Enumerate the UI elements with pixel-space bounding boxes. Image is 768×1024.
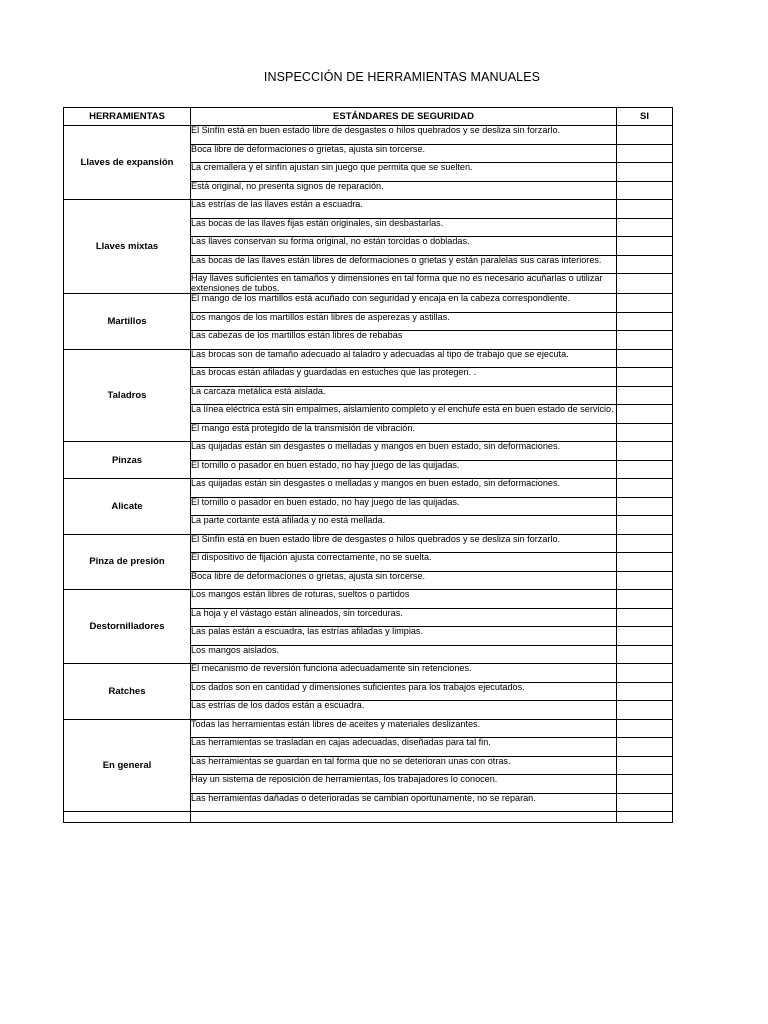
standard-text: Las quijadas están sin desgastes o melladas y mangos en buen estado, sin deformaciones. (191, 442, 617, 461)
standard-text: Todas las herramientas están libres de aceites y materiales deslizantes. (191, 719, 617, 738)
header-tools: HERRAMIENTAS (64, 108, 191, 126)
table-row (64, 534, 673, 553)
tool-category: Martillos (64, 294, 191, 350)
yes-check-cell[interactable] (617, 682, 673, 701)
yes-check-cell[interactable] (617, 664, 673, 683)
standard-text: La línea eléctrica está sin empalmes, aislamiento completo y el enchufe está en buen estado de servicio. (191, 405, 617, 424)
standard-text: Las estrías de los dados están a escuadra. (191, 701, 617, 720)
standard-text: El mango está protegido de la transmisión de vibración. (191, 423, 617, 442)
tool-category: En general (64, 719, 191, 812)
yes-check-cell[interactable] (617, 756, 673, 775)
header-standards: ESTÁNDARES DE SEGURIDAD (191, 108, 617, 126)
yes-check-cell[interactable] (617, 218, 673, 237)
table-body (64, 126, 673, 823)
spacer-cell (191, 812, 617, 823)
standard-text: Las herramientas se guardan en tal forma que no se deterioran unas con otras. (191, 756, 617, 775)
table-row (64, 719, 673, 738)
standard-text: Las bocas de las llaves están libres de deformaciones o grietas y están paralelas sus caras interiores. (191, 255, 617, 274)
header-yes: SI (617, 108, 673, 126)
yes-check-cell[interactable] (617, 571, 673, 590)
standard-text: Los mangos están libres de roturas, sueltos o partidos (191, 590, 617, 609)
standard-text: La cremallera y el sinfín ajustan sin juego que permita que se suelten. (191, 163, 617, 182)
yes-check-cell[interactable] (617, 405, 673, 424)
yes-check-cell[interactable] (617, 274, 673, 294)
standard-text: El mecanismo de reversión funciona adecuadamente sin retenciones. (191, 664, 617, 683)
yes-check-cell[interactable] (617, 163, 673, 182)
standard-text: El tornillo o pasador en buen estado, no hay juego de las quijadas. (191, 460, 617, 479)
spacer-cell (64, 812, 191, 823)
yes-check-cell[interactable] (617, 442, 673, 461)
yes-check-cell[interactable] (617, 126, 673, 145)
yes-check-cell[interactable] (617, 553, 673, 572)
standard-text: Las cabezas de los martillos están libres de rebabas (191, 331, 617, 350)
yes-check-cell[interactable] (617, 534, 673, 553)
standard-text: Hay llaves suficientes en tamaños y dimensiones en tal forma que no es necesario acuñarlas o utilizar extensiones de tubos. (191, 274, 617, 294)
yes-check-cell[interactable] (617, 645, 673, 664)
yes-check-cell[interactable] (617, 368, 673, 387)
table-row (64, 349, 673, 368)
table-row (64, 294, 673, 313)
tool-category: Llaves mixtas (64, 200, 191, 294)
yes-check-cell[interactable] (617, 590, 673, 609)
standard-text: Las herramientas dañadas o deterioradas se cambian oportunamente, no se reparan. (191, 793, 617, 812)
yes-check-cell[interactable] (617, 719, 673, 738)
yes-check-cell[interactable] (617, 627, 673, 646)
yes-check-cell[interactable] (617, 349, 673, 368)
tool-category: Taladros (64, 349, 191, 442)
standard-text: La hoja y el vástago están alineados, sin torceduras. (191, 608, 617, 627)
standard-text: Los mangos aislados. (191, 645, 617, 664)
yes-check-cell[interactable] (617, 331, 673, 350)
standard-text: Las quijadas están sin desgastes o melladas y mangos en buen estado, sin deformaciones. (191, 479, 617, 498)
tool-category: Alicate (64, 479, 191, 535)
standard-text: Está original, no presenta signos de reparación. (191, 181, 617, 200)
yes-check-cell[interactable] (617, 144, 673, 163)
yes-check-cell[interactable] (617, 516, 673, 535)
standard-text: El dispositivo de fijación ajusta correctamente, no se suelta. (191, 553, 617, 572)
tool-category: Destornilladores (64, 590, 191, 664)
tool-category: Pinzas (64, 442, 191, 479)
standard-text: La parte cortante está afilada y no está mellada. (191, 516, 617, 535)
table-row-bottom-spacer (64, 812, 673, 823)
standard-text: Las brocas son de tamaño adecuado al taladro y adecuadas al tipo de trabajo que se ejecuta. (191, 349, 617, 368)
standard-text: El mango de los martillos está acuñado con seguridad y encaja en la cabeza correspondiente. (191, 294, 617, 313)
yes-check-cell[interactable] (617, 386, 673, 405)
yes-check-cell[interactable] (617, 460, 673, 479)
standard-text: Los dados son en cantidad y dimensiones suficientes para los trabajos ejecutados. (191, 682, 617, 701)
tool-category: Llaves de expansión (64, 126, 191, 200)
standard-text: Los mangos de los martillos están libres de asperezas y astillas. (191, 312, 617, 331)
yes-check-cell[interactable] (617, 701, 673, 720)
table-row (64, 590, 673, 609)
inspection-table (63, 107, 673, 823)
yes-check-cell[interactable] (617, 312, 673, 331)
yes-check-cell[interactable] (617, 497, 673, 516)
table-row (64, 664, 673, 683)
yes-check-cell[interactable] (617, 181, 673, 200)
yes-check-cell[interactable] (617, 237, 673, 256)
spacer-cell (617, 812, 673, 823)
tool-category: Pinza de presión (64, 534, 191, 590)
standard-text: Las bocas de las llaves fijas están originales, sin desbastarlas. (191, 218, 617, 237)
table-row (64, 126, 673, 145)
standard-text: Boca libre de deformaciones o grietas, ajusta sin torcerse. (191, 571, 617, 590)
standard-text: Las brocas están afiladas y guardadas en estuches que las protegen. . (191, 368, 617, 387)
yes-check-cell[interactable] (617, 479, 673, 498)
yes-check-cell[interactable] (617, 255, 673, 274)
page-title: INSPECCIÓN DE HERRAMIENTAS MANUALES (263, 70, 541, 84)
standard-text: Las palas están a escuadra, las estrías afiladas y limpias. (191, 627, 617, 646)
standard-text: Las llaves conservan su forma original, no están torcidas o dobladas. (191, 237, 617, 256)
table-row (64, 200, 673, 219)
standard-text: Las estrías de las llaves están a escuadra. (191, 200, 617, 219)
standard-text: El Sinfín está en buen estado libre de desgastes o hilos quebrados y se desliza sin forzarlo. (191, 534, 617, 553)
standard-text: Las herramientas se trasladan en cajas adecuadas, diseñadas para tal fin. (191, 738, 617, 757)
yes-check-cell[interactable] (617, 200, 673, 219)
table-row (64, 442, 673, 461)
standard-text: Boca libre de deformaciones o grietas, ajusta sin torcerse. (191, 144, 617, 163)
standard-text: El Sinfín está en buen estado libre de desgastes o hilos quebrados y se desliza sin forzarlo. (191, 126, 617, 145)
table-row (64, 479, 673, 498)
tool-category: Ratches (64, 664, 191, 720)
yes-check-cell[interactable] (617, 775, 673, 794)
yes-check-cell[interactable] (617, 793, 673, 812)
standard-text: Hay un sistema de reposición de herramientas, los trabajadores lo conocen. (191, 775, 617, 794)
yes-check-cell[interactable] (617, 608, 673, 627)
yes-check-cell[interactable] (617, 738, 673, 757)
standard-text: El tornillo o pasador en buen estado, no hay juego de las quijadas. (191, 497, 617, 516)
standard-text: La carcaza metálica está aislada. (191, 386, 617, 405)
yes-check-cell[interactable] (617, 294, 673, 313)
yes-check-cell[interactable] (617, 423, 673, 442)
table-header-row (64, 108, 673, 126)
